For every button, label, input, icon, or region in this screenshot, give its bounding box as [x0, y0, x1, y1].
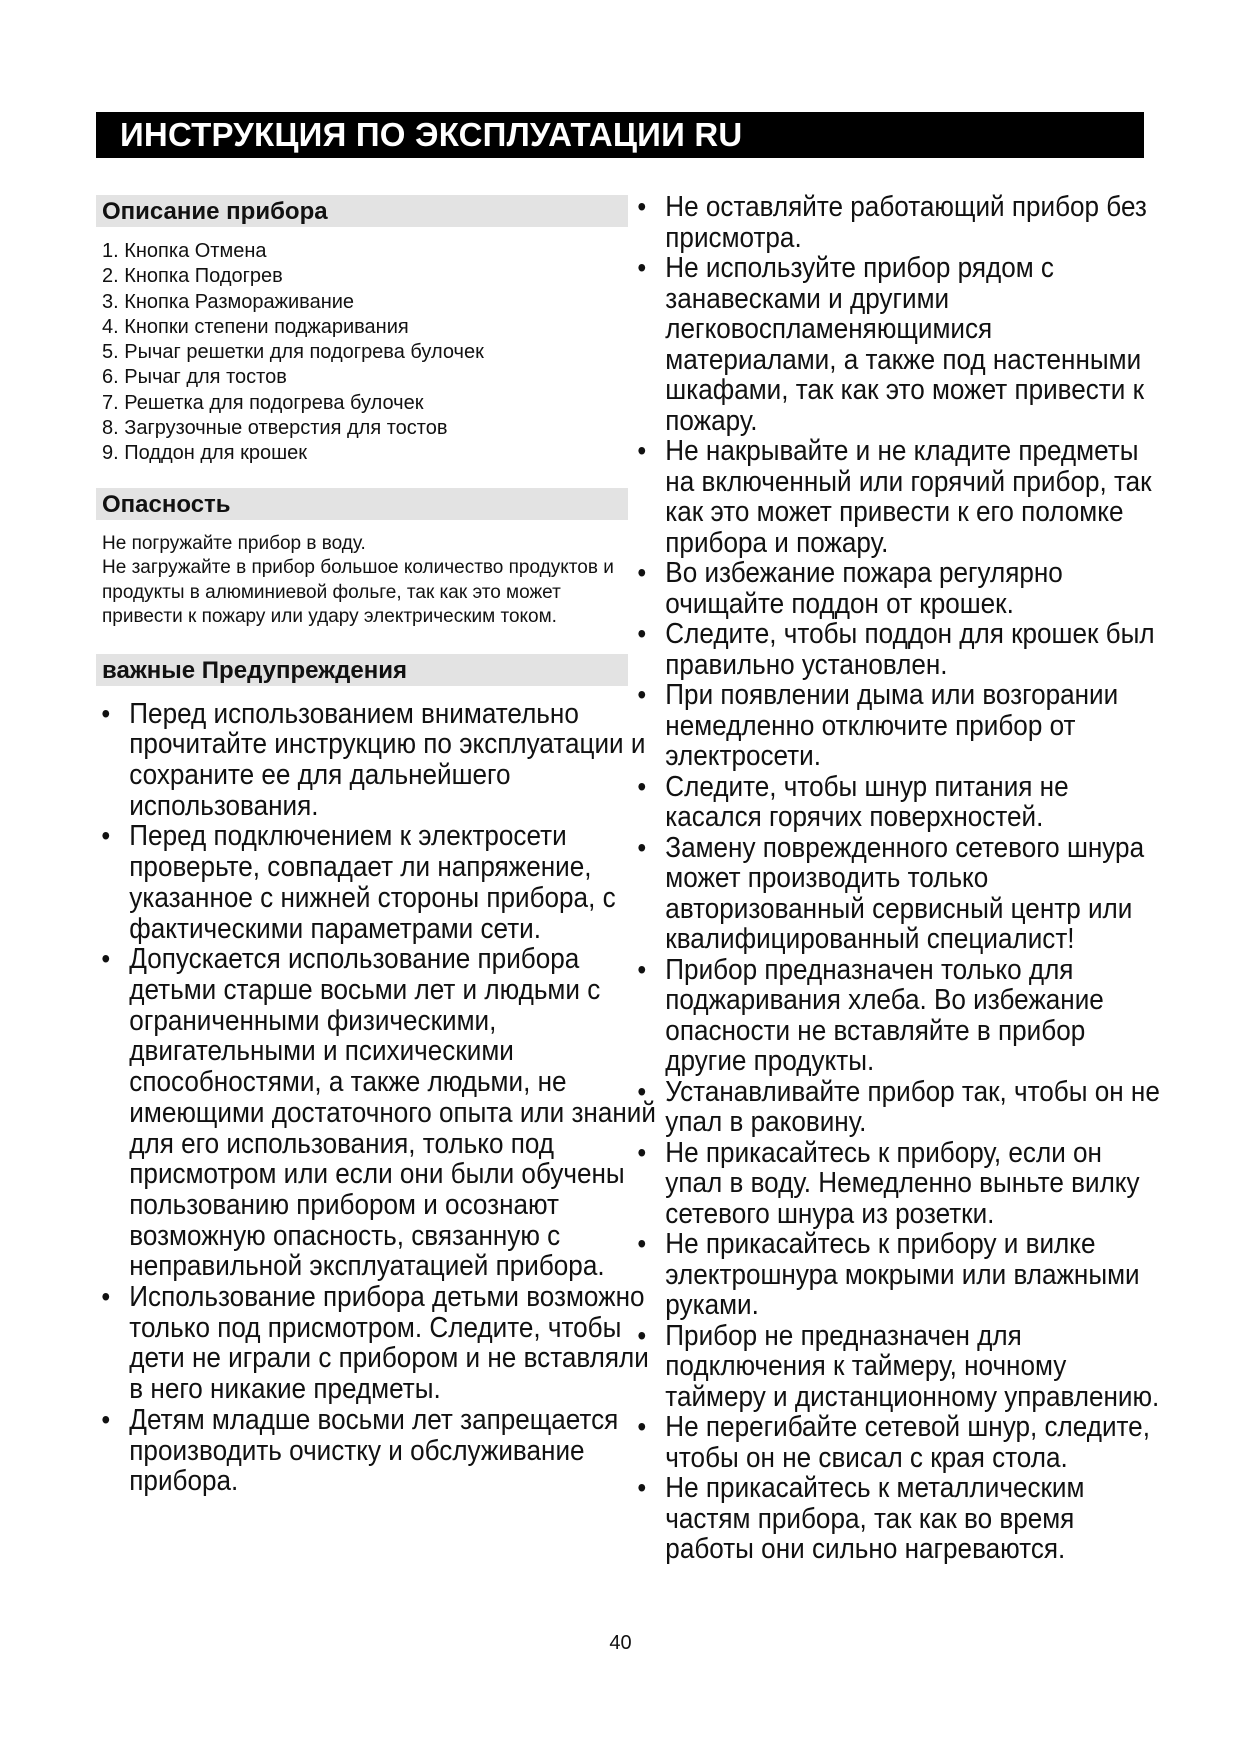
list-item: 8. Загрузочные отверстия для тостов	[102, 417, 448, 440]
warning-item: • Устанавливайте прибор так, чтобы он не упал в раковину.	[632, 1077, 1165, 1138]
danger-heading: Опасность	[96, 488, 628, 520]
page-number: 40	[609, 1632, 632, 1654]
warning-item: • Следите, чтобы поддон для крошек был правильно установлен.	[632, 619, 1165, 680]
parts-list	[102, 239, 628, 467]
list-item: 5. Рычаг решетки для подогрева булочек	[102, 341, 484, 364]
warning-item: • Прибор не предназначен для подключения к таймеру, ночному таймеру и дистанционному управлению.	[632, 1321, 1165, 1413]
warnings-list-left	[96, 697, 656, 1498]
warning-item: • При появлении дыма или возгорании немедленно отключите прибор от электросети.	[632, 680, 1165, 772]
warnings-heading: важные Предупреждения	[96, 654, 628, 686]
warning-item: • Во избежание пожара регулярно очищайте поддон от крошек.	[632, 558, 1165, 619]
warning-item: • Не накрывайте и не кладите предметы на включенный или горячий прибор, так как это может привести к его поломке прибора и пожару.	[632, 436, 1165, 558]
warning-item: • Не оставляйте работающий прибор без присмотра.	[632, 192, 1165, 253]
warning-item: • Замену поврежденного сетевого шнура может производить только авторизованный сервисный центр или квалифицированный специалист!	[632, 833, 1165, 955]
warning-item: • Использование прибора детьми возможно только под присмотром. Следите, чтобы дети не играли с прибором и не вставляли в него никакие предметы.	[96, 1282, 661, 1405]
warnings-list-right	[632, 191, 1160, 1565]
danger-paragraph: Не погружайте прибор в воду.	[102, 532, 366, 554]
warning-item: • Не используйте прибор рядом с занавесками и другими легковоспламеняющимися материалами, а также под настенными шкафами, так как это может привести к пожару.	[632, 253, 1165, 436]
warning-item: • Не прикасайтесь к прибору и вилке электрошнура мокрыми или влажными руками.	[632, 1229, 1165, 1321]
page-title: ИНСТРУКЦИЯ ПО ЭКСПЛУАТАЦИИ RU	[120, 116, 743, 153]
warning-item: • Не прикасайтесь к металлическим частям прибора, так как во время работы они сильно нагреваются.	[632, 1473, 1165, 1565]
warning-item: • Перед использованием внимательно прочитайте инструкцию по эксплуатации и сохраните ее для дальнейшего использования.	[96, 699, 661, 822]
list-item: 4. Кнопки степени поджаривания	[102, 315, 409, 338]
warning-item: • Следите, чтобы шнур питания не касался горячих поверхностей.	[632, 772, 1165, 833]
title-bar	[96, 112, 1144, 158]
list-item: 9. Поддон для крошек	[102, 442, 307, 465]
list-item: 1. Кнопка Отмена	[102, 240, 267, 262]
warning-item: • Не прикасайтесь к прибору, если он упал в воду. Немедленно выньте вилку сетевого шнура из розетки.	[632, 1138, 1165, 1230]
list-item: 3. Кнопка Размораживание	[102, 290, 355, 313]
danger-text	[102, 532, 628, 630]
warning-item: • Перед подключением к электросети проверьте, совпадает ли напряжение, указанное с нижней стороны прибора, с фактическими параметрами сети.	[96, 821, 661, 944]
list-item: 6. Рычаг для тостов	[102, 366, 287, 389]
warning-item: • Допускается использование прибора детьми старше восьми лет и людьми с ограниченными физическими, двигательными и психическими способностями, а также людьми, не имеющими достаточного опыта или знаний для его использования, только под присмотром или если они были обучены пользованию прибором и осознают возможную опасность, связанную с неправильной эксплуатацией прибора.	[96, 944, 661, 1282]
list-item: 2. Кнопка Подогрев	[102, 265, 283, 288]
warning-item: • Прибор предназначен только для поджаривания хлеба. Во избежание опасности не вставляйте в прибор другие продукты.	[632, 955, 1165, 1077]
warning-item: • Детям младше восьми лет запрещается производить очистку и обслуживание прибора.	[96, 1405, 661, 1497]
description-heading: Описание прибора	[96, 195, 628, 227]
warning-item: • Не перегибайте сетевой шнур, следите, чтобы он не свисал с края стола.	[632, 1412, 1165, 1473]
left-column	[96, 195, 656, 1498]
right-column	[632, 191, 1160, 1565]
danger-paragraph: Не загружайте в прибор большое количество продуктов и продукты в алюминиевой фольге, так как это может привести к пожару или удару электрическим током.	[102, 557, 614, 628]
list-item: 7. Решетка для подогрева булочек	[102, 391, 424, 414]
